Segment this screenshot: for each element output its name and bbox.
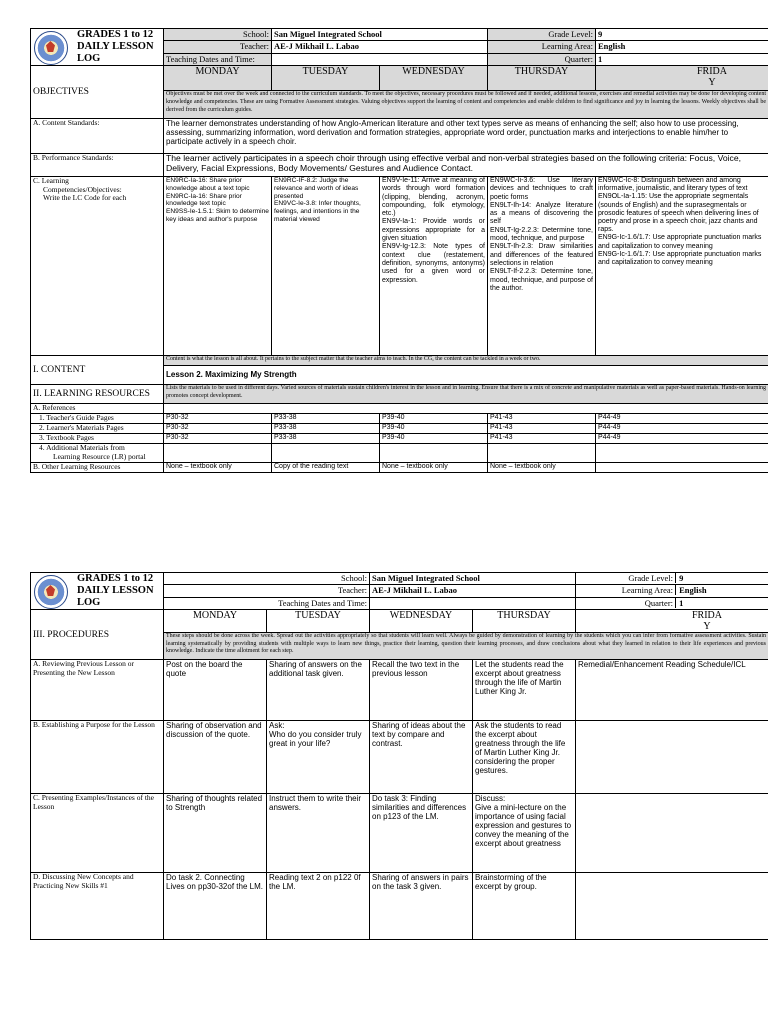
dates-label: Teaching Dates and Time:	[164, 53, 272, 65]
day-friday: FRIDA Y	[596, 66, 768, 91]
day-wednesday: WEDNESDAY	[380, 66, 488, 91]
objectives-label: OBJECTIVES	[31, 66, 164, 119]
area-value: English	[596, 41, 768, 53]
teacher-label-2: Teacher:	[164, 585, 370, 597]
school-label: School:	[164, 29, 272, 41]
step-b-fri	[576, 721, 768, 794]
quarter-cell-2: Quarter: 1	[576, 597, 768, 609]
header-logo-cell-2	[31, 573, 164, 610]
dates-value	[272, 53, 488, 65]
performance-standards-value: The learner actively participates in a speech choir through using effective verbal and non-verbal strategies based on the following criteria: Focus, Voice, Delivery, Facial Expressions, Body Movements/ Gestures and Audience Contact.	[164, 154, 768, 177]
other-resources-label: B. Other Learning Resources	[31, 463, 164, 473]
area-cell-2: Learning Area: English	[576, 585, 768, 597]
dll-table-2	[30, 572, 768, 940]
step-a-thu: Let the students read the excerpt about greatness through the life of Martin Luther King Jr.	[473, 660, 576, 721]
step-a-label: A. Reviewing Previous Lesson or Presenting the New Lesson	[31, 660, 164, 721]
other-fri	[596, 463, 768, 473]
day2-friday: FRIDA Y	[576, 610, 768, 633]
additional-wed	[380, 444, 488, 463]
tg-pages-wed: P39-40	[380, 414, 488, 424]
dll-page-1	[30, 28, 768, 473]
tg-pages-label: 1. Teacher's Guide Pages	[31, 414, 164, 424]
deped-seal-icon	[34, 575, 68, 609]
day-thursday: THURSDAY	[488, 66, 596, 91]
lm-pages-fri: P44-49	[596, 424, 768, 434]
deped-seal-icon	[34, 31, 68, 65]
objectives-note: Objectives must be met over the week and connected to the curriculum standards. To meet the objectives, necessary procedures must be followed and if needed, additional lessons, exercises and remedial activities may be done for developing content knowledge and competencies. These are using Formative Assessment strategies. Valuing objectives support the learning of content and competencies and enable children to find significance and joy in learning the lessons. Weekly objectives shall be derived from the curriculum guides.	[164, 91, 768, 119]
textbook-pages-fri: P44-49	[596, 434, 768, 444]
additional-tue	[272, 444, 380, 463]
tg-pages-thu: P41-43	[488, 414, 596, 424]
resources-label: II. LEARNING RESOURCES	[31, 385, 164, 404]
competency-wednesday: EN9V-Ie-11: Arrive at meaning of words through word formation (clipping, blending, acronym, compounding, folk etymology, etc.) EN9V-Ia-1: Provide words or expressions appropriate for a given situation EN9V-Ig-12.3: Note types of context clue (restatement, definition, synonyms, antonyms) used for a given word or expression.	[380, 177, 488, 356]
quarter-value: 1	[596, 53, 768, 65]
school-value: San Miguel Integrated School	[272, 29, 488, 41]
step-c-thu: Discuss: Give a mini-lecture on the importance of using facial expression and gestures to convey the meaning of the excerpt about greatness	[473, 794, 576, 873]
dates-label-2: Teaching Dates and Time:	[164, 597, 370, 609]
competency-tuesday: EN9RC-IF-8.2: Judge the relevance and worth of ideas presented EN9VC-Ie-3.8: Infer thoughts, feelings, and intentions in the material viewed	[272, 177, 380, 356]
step-b-label: B. Establishing a Purpose for the Lesson	[31, 721, 164, 794]
content-note: Content is what the lesson is all about. It pertains to the subject matter that the teacher aims to teach. In the CG, the content can be tackled in a week or two.	[164, 356, 768, 366]
tg-pages-tue: P33-38	[272, 414, 380, 424]
school-value-2: San Miguel Integrated School	[370, 573, 576, 585]
step-a-mon: Post on the board the quote	[164, 660, 267, 721]
step-d-wed: Sharing of answers in pairs on the task 3 given.	[370, 873, 473, 940]
content-standards-value: The learner demonstrates understanding of how Anglo-American literature and other text types serve as means of enhancing the self; also how to use processing, assessing, summarizing information, word derivation and formation strategies, appropriate word order, punctuation marks and interjections to enable him/her to participate actively in a speech choir.	[164, 119, 768, 154]
step-c-mon: Sharing of thoughts related to Strength	[164, 794, 267, 873]
day2-wednesday: WEDNESDAY	[370, 610, 473, 633]
teacher-value-2: AE-J Mikhail L. Labao	[370, 585, 576, 597]
teacher-label: Teacher:	[164, 41, 272, 53]
step-a-wed: Recall the two text in the previous lesson	[370, 660, 473, 721]
content-standards-label: A. Content Standards:	[31, 119, 164, 154]
step-b-thu: Ask the students to read the excerpt about greatness through the life of Martin Luther King Jr. considering the proper gestures.	[473, 721, 576, 794]
references-label: A. References	[31, 404, 164, 414]
performance-standards-label: B. Performance Standards:	[31, 154, 164, 177]
step-d-fri	[576, 873, 768, 940]
other-thu: None – textbook only	[488, 463, 596, 473]
day2-thursday: THURSDAY	[473, 610, 576, 633]
quarter-label: Quarter:	[488, 53, 596, 65]
textbook-pages-mon: P30-32	[164, 434, 272, 444]
step-b-mon: Sharing of observation and discussion of the quote.	[164, 721, 267, 794]
header-title: GRADES 1 to 12 DAILY LESSON LOG	[77, 29, 154, 64]
resources-note: Lists the materials to be used in different days. Varied sources of materials sustain children's interest in the lesson and in learning. Ensure that there is a mix of concrete and manipulative materials as well as paper-based materials. Hands-on learning promotes concept development.	[164, 385, 768, 404]
tg-pages-mon: P30-32	[164, 414, 272, 424]
dll-table-1	[30, 28, 768, 473]
day-monday: MONDAY	[164, 66, 272, 91]
textbook-pages-tue: P33-38	[272, 434, 380, 444]
content-value: Lesson 2. Maximizing My Strength	[164, 366, 768, 385]
lm-pages-mon: P30-32	[164, 424, 272, 434]
additional-materials-label: 4. Additional Materials from Learning Resource (LR) portal	[31, 444, 164, 463]
step-c-wed: Do task 3: Finding similarities and differences on p123 of the LM.	[370, 794, 473, 873]
competencies-label: C. Learning Competencies/Objectives: Write the LC Code for each	[31, 177, 164, 356]
step-d-label: D. Discussing New Concepts and Practicing New Skills #1	[31, 873, 164, 940]
teacher-value: AE-J Mikhail L. Labao	[272, 41, 488, 53]
header-logo-cell	[31, 29, 164, 66]
grade-value: 9	[596, 29, 768, 41]
tg-pages-fri: P44-49	[596, 414, 768, 424]
step-c-tue: Instruct them to write their answers.	[267, 794, 370, 873]
step-c-fri	[576, 794, 768, 873]
day2-monday: MONDAY	[164, 610, 267, 633]
day2-tuesday: TUESDAY	[267, 610, 370, 633]
procedures-note: These steps should be done across the week. Spread out the activities appropriately so that students will learn well. Always be guided by demonstration of learning by the students which you can infer from formative assessment activities. Sustain learning systematically by providing students with multiple ways to learn new things, practice their learning, question their learning processes, and draw conclusions about what they learned in relation to their life experiences and previous knowledge. Indicate the time allotment for each step.	[164, 633, 768, 660]
grade-label: Grade Level:	[488, 29, 596, 41]
additional-fri	[596, 444, 768, 463]
dll-page-2	[30, 572, 768, 940]
step-b-tue: Ask: Who do you consider truly great in your life?	[267, 721, 370, 794]
step-d-thu: Brainstorming of the excerpt by group.	[473, 873, 576, 940]
additional-thu	[488, 444, 596, 463]
grade-cell-2: Grade Level: 9	[576, 573, 768, 585]
area-label: Learning Area:	[488, 41, 596, 53]
other-mon: None – textbook only	[164, 463, 272, 473]
textbook-pages-label: 3. Textbook Pages	[31, 434, 164, 444]
textbook-pages-wed: P39-40	[380, 434, 488, 444]
competency-monday: EN9RC-Ia-16: Share prior knowledge about a text topic EN9RC-Ia-16: Share prior knowledge text topic EN9SS-Ie-1.5.1: Skim to determine key ideas and author's purpose	[164, 177, 272, 356]
step-b-wed: Sharing of ideas about the text by compare and contrast.	[370, 721, 473, 794]
competency-friday: EN9WC-Ic-8: Distinguish between and among informative, journalistic, and literary types of text EN9OL-Ia-1.15: Use the appropriate segmentals (sounds of English) and the suprasegmentals or prosodic features of speech when delivering lines of poetry and prose in a speech choir, jazz chants and raps. EN9G-Ic-1.6/1.7: Use appropriate punctuation marks and capitalization to convey meaning EN9G-Ic-1.6/1.7: Use appropriate punctuation marks and capitalization to convey meaning	[596, 177, 768, 356]
school-label-2: School:	[164, 573, 370, 585]
step-d-tue: Reading text 2 on p122 0f the LM.	[267, 873, 370, 940]
lm-pages-label: 2. Learner's Materials Pages	[31, 424, 164, 434]
day-tuesday: TUESDAY	[272, 66, 380, 91]
dates-value-2	[370, 597, 576, 609]
lm-pages-thu: P41-43	[488, 424, 596, 434]
other-wed: None – textbook only	[380, 463, 488, 473]
other-tue: Copy of the reading text	[272, 463, 380, 473]
references-blank	[164, 404, 768, 414]
additional-mon	[164, 444, 272, 463]
step-a-fri: Remedial/Enhancement Reading Schedule/ICL	[576, 660, 768, 721]
step-c-label: C. Presenting Examples/Instances of the Lesson	[31, 794, 164, 873]
content-label: I. CONTENT	[31, 356, 164, 385]
header-title-2: GRADES 1 to 12 DAILY LESSON LOG	[77, 573, 154, 608]
competency-thursday: EN9WC-Ii-3.6: Use literary devices and techniques to craft poetic forms EN9LT-Ih-14: Analyze literature as a means of discovering the self EN9LT-Ig-2.2.3: Determine tone, mood, technique, and purpose EN9LT-Ih-2.3: Draw similarities and differences of the featured selections in relation EN9LT-If-2.2.3: Determine tone, mood, technique, and purpose of the author.	[488, 177, 596, 356]
textbook-pages-thu: P41-43	[488, 434, 596, 444]
step-a-tue: Sharing of answers on the additional task given.	[267, 660, 370, 721]
lm-pages-wed: P39-40	[380, 424, 488, 434]
lm-pages-tue: P33-38	[272, 424, 380, 434]
procedures-label: III. PROCEDURES	[31, 610, 164, 660]
step-d-mon: Do task 2. Connecting Lives on pp30-32of the LM.	[164, 873, 267, 940]
